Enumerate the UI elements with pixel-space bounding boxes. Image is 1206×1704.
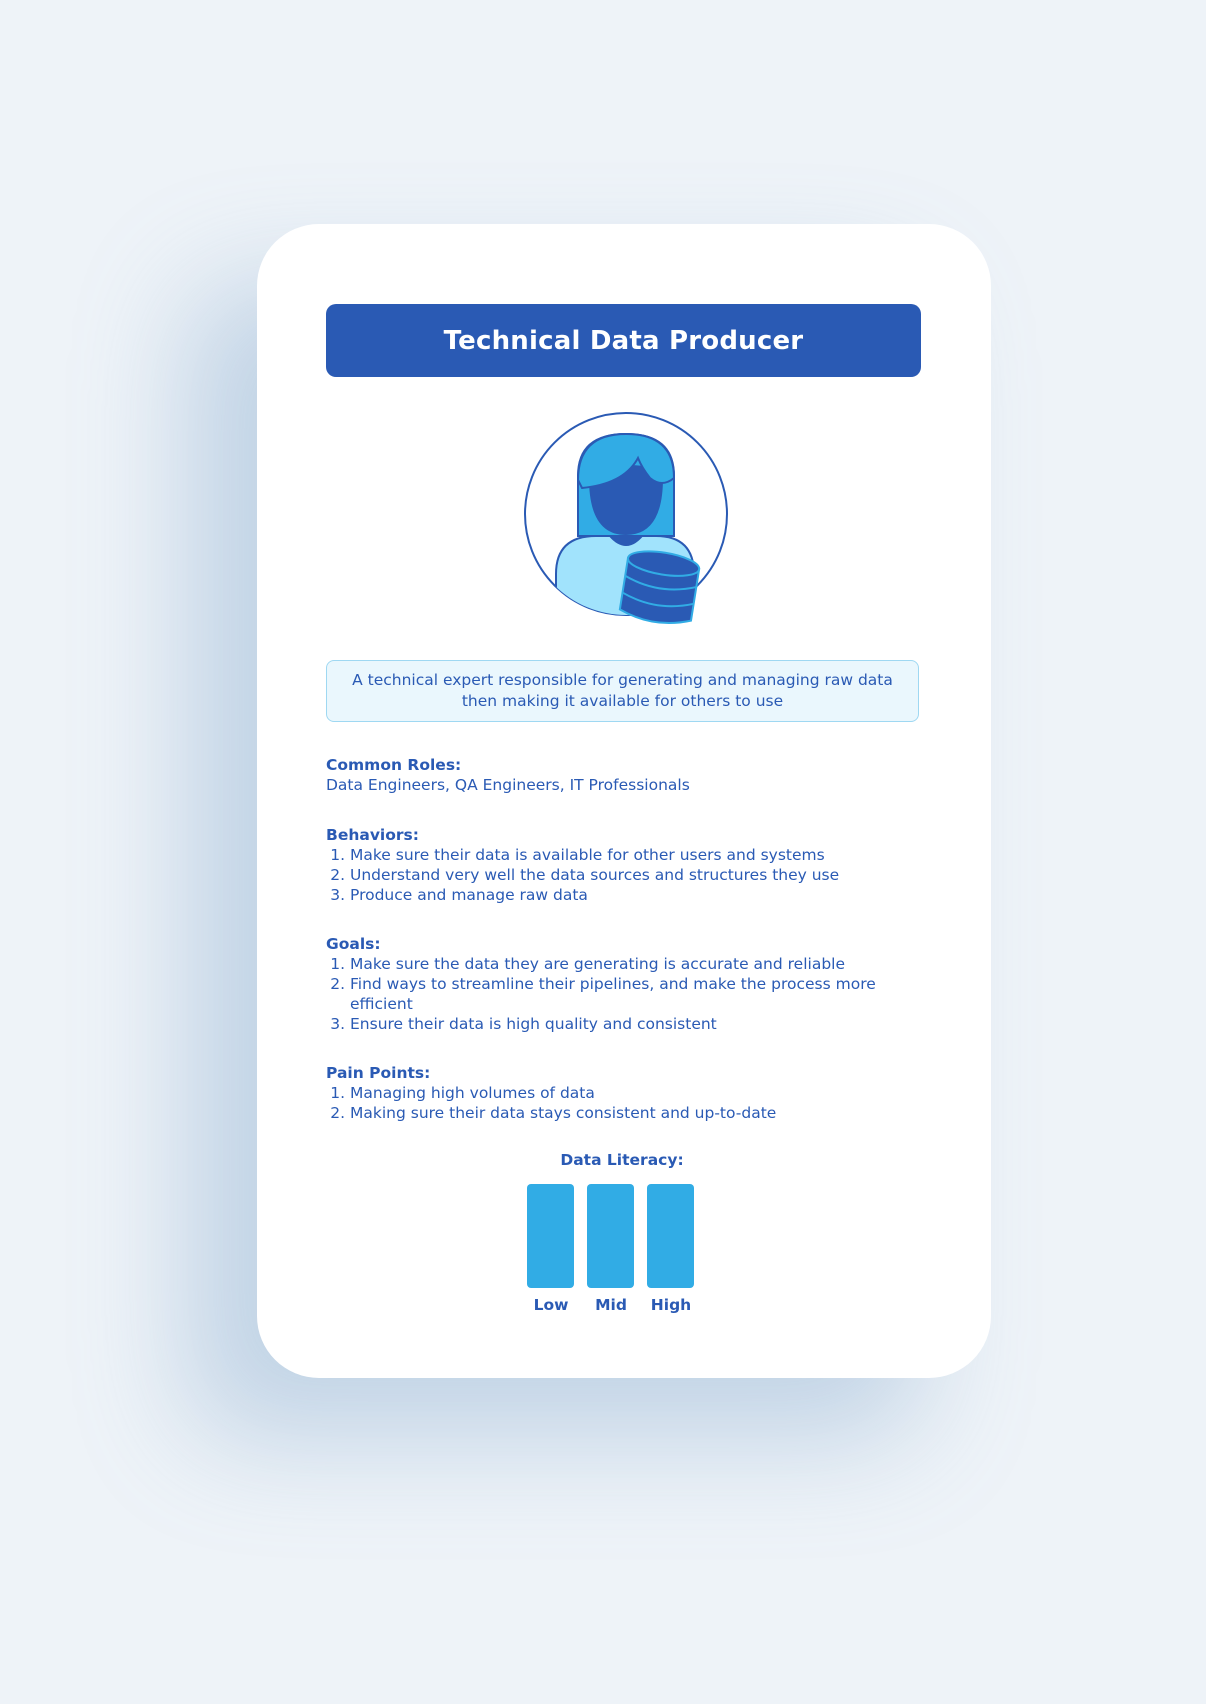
list-item: 3. Produce and manage raw data: [350, 885, 926, 905]
common-roles-text: Data Engineers, QA Engineers, IT Professionals: [326, 776, 690, 794]
persona-title: Technical Data Producer: [326, 304, 921, 377]
list-item: 2. Making sure their data stays consistent and up-to-date: [350, 1103, 926, 1123]
list-item: 3. Ensure their data is high quality and consistent: [350, 1014, 926, 1034]
behaviors-section: [326, 825, 926, 905]
literacy-bar-high: [647, 1184, 694, 1288]
behaviors-heading: Behaviors:: [326, 826, 419, 844]
persona-summary: A technical expert responsible for generating and managing raw data then making it available for others to use: [326, 660, 919, 722]
pain-points-section: [326, 1063, 926, 1123]
literacy-bars: [527, 1178, 717, 1314]
persona-card: [257, 224, 991, 1378]
data-literacy: [522, 1150, 722, 1314]
pain-points-list: [326, 1083, 926, 1123]
literacy-bar-mid: [587, 1184, 634, 1288]
literacy-label-high: High: [650, 1296, 692, 1314]
data-literacy-heading: Data Literacy:: [560, 1151, 684, 1169]
literacy-bar-low: [527, 1184, 574, 1288]
list-item: 2. Find ways to streamline their pipelines, and make the process more efficient: [350, 974, 926, 1014]
goals-section: [326, 934, 926, 1034]
common-roles-heading: Common Roles:: [326, 756, 462, 774]
behaviors-list: [326, 845, 926, 905]
list-item: 1. Make sure their data is available for other users and systems: [350, 845, 926, 865]
literacy-label-mid: Mid: [595, 1296, 627, 1314]
goals-list: [326, 954, 926, 1034]
pain-points-heading: Pain Points:: [326, 1064, 431, 1082]
list-item: 1. Make sure the data they are generating is accurate and reliable: [350, 954, 926, 974]
person-with-database-icon: [516, 406, 736, 626]
list-item: 1. Managing high volumes of data: [350, 1083, 926, 1103]
goals-heading: Goals:: [326, 935, 381, 953]
literacy-label-low: Low: [533, 1296, 569, 1314]
list-item: 2. Understand very well the data sources and structures they use: [350, 865, 926, 885]
common-roles-section: [326, 755, 926, 795]
